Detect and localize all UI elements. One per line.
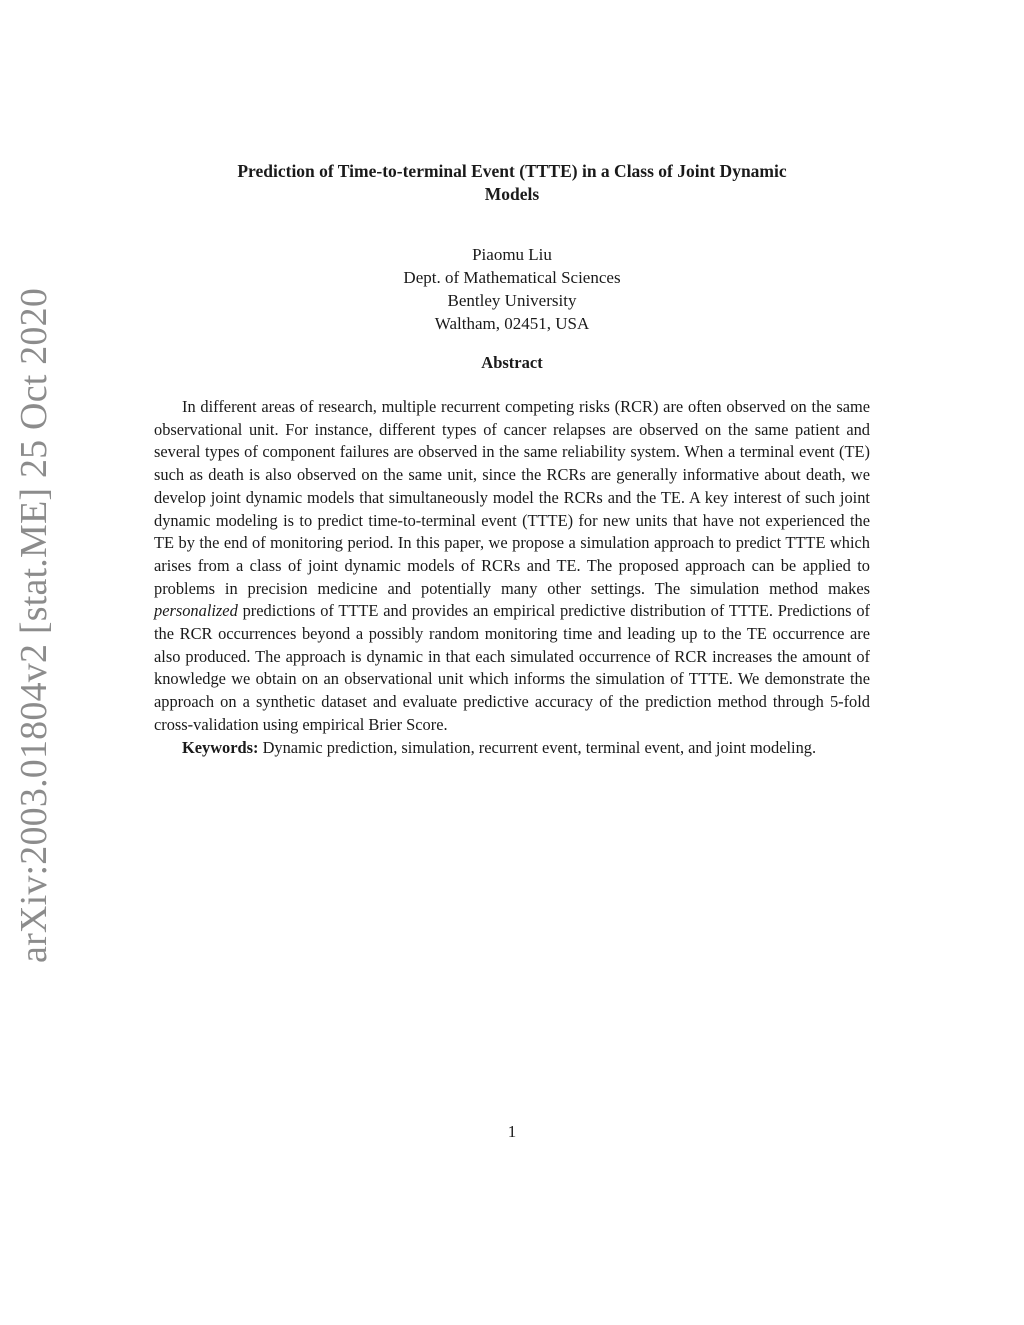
abstract-text-part-1: In different areas of research, multiple recurrent competing risks (RCR) are often observed on the same observational unit. For instance, different types of cancer relapses are observed on the same patient and several types of component failures are observed in the same reliability system. When a terminal event (TE) such as death is also observed on the same unit, since the RCRs are generally informative about death, we develop joint dynamic models that simultaneously model the RCRs and the TE. A key interest of such joint dynamic modeling is to predict time-to-terminal event (TTTE) for new units that have not experienced the TE by the end of monitoring period. In this paper, we propose a simulation approach to predict TTTE which arises from a class of joint dynamic models of RCRs and TE. The proposed approach can be applied to problems in precision medicine and potentially many other settings. The simulation method makes: [154, 397, 870, 598]
keywords-paragraph: [154, 737, 870, 760]
paper-title-line-2: Models: [484, 184, 540, 204]
arxiv-identifier-stamp: arXiv:2003.01804v2 [stat.ME] 25 Oct 2020: [13, 287, 55, 963]
author-department: Dept. of Mathematical Sciences: [403, 268, 621, 287]
paper-title: [150, 160, 874, 206]
abstract-heading: Abstract: [481, 353, 543, 372]
abstract-section: [154, 396, 870, 759]
author-address: Waltham, 02451, USA: [434, 314, 590, 333]
author-institution: Bentley University: [447, 291, 577, 310]
author-name: Piaomu Liu: [472, 245, 552, 264]
keywords-label: Keywords:: [182, 737, 259, 757]
abstract-text-part-2: predictions of TTTE and provides an empirical predictive distribution of TTTE. Predictions of the RCR occurrences beyond a possibly random monitoring time and leading up to the TE occurrence are also produced. The approach is dynamic in that each simulated occurrence of RCR increases the amount of knowledge we obtain on an observational unit which informs the simulation of TTTE. We demonstrate the approach on a synthetic dataset and evaluate predictive accuracy of the prediction method through 5-fold cross-validation using empirical Brier Score.: [154, 601, 870, 734]
paper-title-line-1: Prediction of Time-to-terminal Event (TTTE) in a Class of Joint Dynamic: [237, 161, 787, 181]
abstract-emphasis: personalized: [154, 601, 238, 621]
author-block: [312, 243, 712, 335]
abstract-paragraph: [154, 396, 870, 737]
page-number: 1: [507, 1122, 517, 1141]
keywords-text: Dynamic prediction, simulation, recurrent event, terminal event, and joint modeling.: [258, 737, 817, 757]
